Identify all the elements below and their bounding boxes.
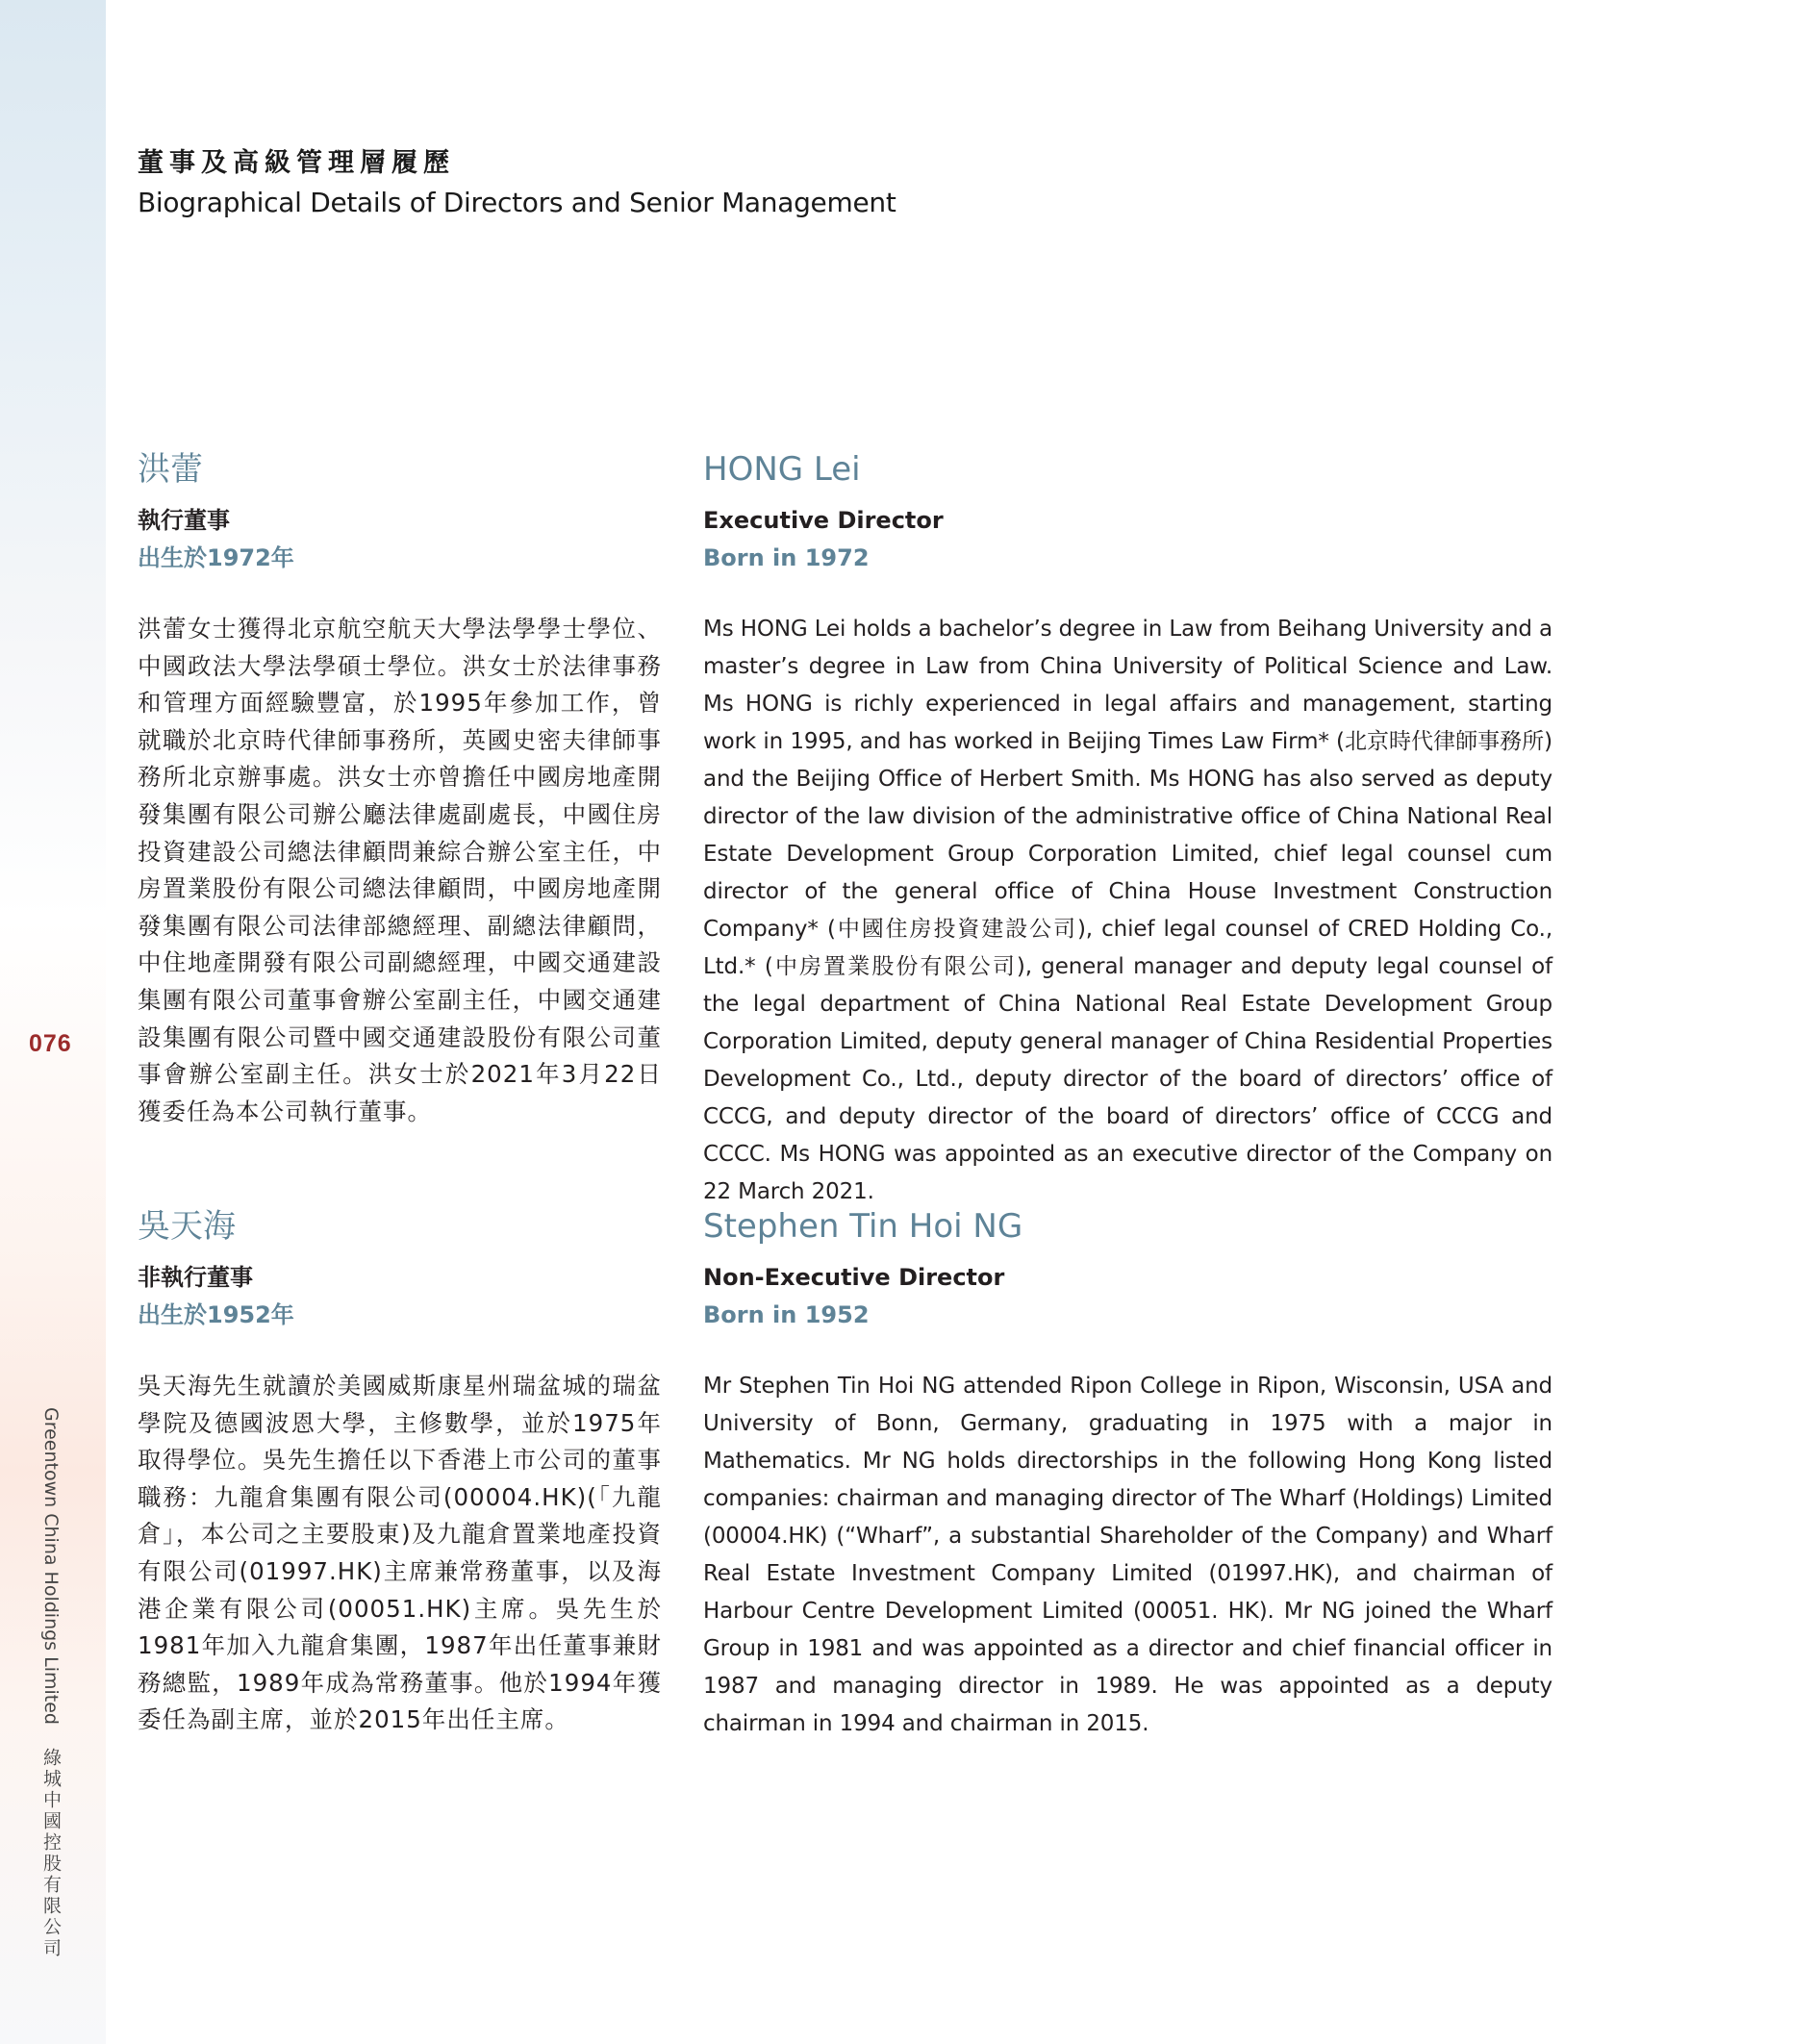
- bio-block-en-hong-lei: [703, 450, 1552, 1211]
- person-name-en: Stephen Tin Hoi NG: [703, 1207, 1023, 1246]
- person-bio-en: Ms HONG Lei holds a bachelor’s degree in Law from Beihang University and a master’s degree in Law from China University of Political Science and Law. Ms HONG is richly experienced in legal affairs and management, starting work in 1995, and has worked in Beijing Times Law Firm* (北京時代律師事務所) and the Beijing Office of Herbert Smith. Ms HONG has also served as deputy director of the law division of the administrative office of China National Real Estate Development Group Corporation Limited, chief legal counsel cum director of the general office of China House Investment Construction Company* (中國住房投資建設公司), chief legal counsel of CRED Holding Co., Ltd.* (中房置業股份有限公司), general manager and deputy legal counsel of the legal department of China National Real Estate Development Group Corporation Limited, deputy general manager of China Residential Properties Development Co., Ltd., deputy director of the board of directors’ office of CCCG, and deputy director of the board of directors’ office of CCCG and CCCC. Ms HONG was appointed as an executive director of the Company on 22 March 2021.: [703, 617, 1552, 1204]
- bio-block-cn-stephen-ng: [138, 1207, 662, 1739]
- person-name-en: HONG Lei: [703, 450, 861, 489]
- person-title-cn: 執行董事: [138, 507, 230, 534]
- bio-block-cn-hong-lei: [138, 450, 662, 1130]
- company-name-en: Greentown China Holdings Limited: [40, 1407, 62, 1725]
- person-bio-cn: 洪蕾女士獲得北京航空航天大學法學學士學位、中國政法大學法學碩士學位。洪女士於法律事務和管理方面經驗豐富，於1995年參加工作，曾就職於北京時代律師事務所，英國史密夫律師事務所北京辦事處。洪女士亦曾擔任中國房地產開發集團有限公司辦公廳法律處副處長，中國住房投資建設公司總法律顧問兼綜合辦公室主任，中房置業股份有限公司總法律顧問，中國房地產開發集團有限公司法律部總經理、副總法律顧問，中住地產開發有限公司副總經理，中國交通建設集團有限公司董事會辦公室副主任，中國交通建設集團有限公司暨中國交通建設股份有限公司董事會辦公室副主任。洪女士於2021年3月22日獲委任為本公司執行董事。: [138, 615, 662, 1125]
- company-name-cn: 綠城中國控股有限公司: [40, 1748, 62, 1960]
- person-born-en: Born in 1952: [703, 1301, 870, 1328]
- person-title-cn: 非執行董事: [138, 1264, 253, 1291]
- page-title-cn: 董事及高級管理層履歷: [138, 148, 455, 178]
- person-name-cn: 吳天海: [138, 1207, 236, 1246]
- person-born-en: Born in 1972: [703, 544, 870, 571]
- company-footer-label: [38, 1407, 64, 1959]
- person-bio-en: Mr Stephen Tin Hoi NG attended Ripon College in Ripon, Wisconsin, USA and University of Bonn, Germany, graduating in 1975 with a major in Mathematics. Mr NG holds directorships in the following Hong Kong listed companies: chairman and managing director of The Wharf (Holdings) Limited (00004.HK) (“Wharf”, a substantial Shareholder of the Company) and Wharf Real Estate Investment Company Limited (01997.HK), and chairman of Harbour Centre Development Limited (00051. HK). Mr NG joined the Wharf Group in 1981 and was appointed as a director and chief financial officer in 1987 and managing director in 1989. He was appointed as a deputy chairman in 1994 and chairman in 2015.: [703, 1374, 1552, 1736]
- page-header: [138, 141, 896, 218]
- page-number: 076: [29, 1030, 72, 1057]
- page-title-en: Biographical Details of Directors and Senior Management: [138, 187, 896, 218]
- person-bio-cn: 吳天海先生就讀於美國威斯康星州瑞盆城的瑞盆學院及德國波恩大學，主修數學，並於1975年取得學位。吳先生擔任以下香港上市公司的董事職務：九龍倉集團有限公司(00004.HK)(「九龍倉」，本公司之主要股東)及九龍倉置業地產投資有限公司(01997.HK)主席兼常務董事，以及海港企業有限公司(00051.HK)主席。吳先生於1981年加入九龍倉集團，1987年出任董事兼財務總監，1989年成為常務董事。他於1994年獲委任為副主席，並於2015年出任主席。: [138, 1372, 662, 1734]
- person-title-en: Non-Executive Director: [703, 1264, 1005, 1291]
- person-born-cn: 出生於1952年: [138, 1301, 294, 1328]
- person-title-en: Executive Director: [703, 507, 944, 534]
- person-name-cn: 洪蕾: [138, 450, 203, 489]
- person-born-cn: 出生於1972年: [138, 544, 294, 571]
- bio-block-en-stephen-ng: [703, 1207, 1552, 1743]
